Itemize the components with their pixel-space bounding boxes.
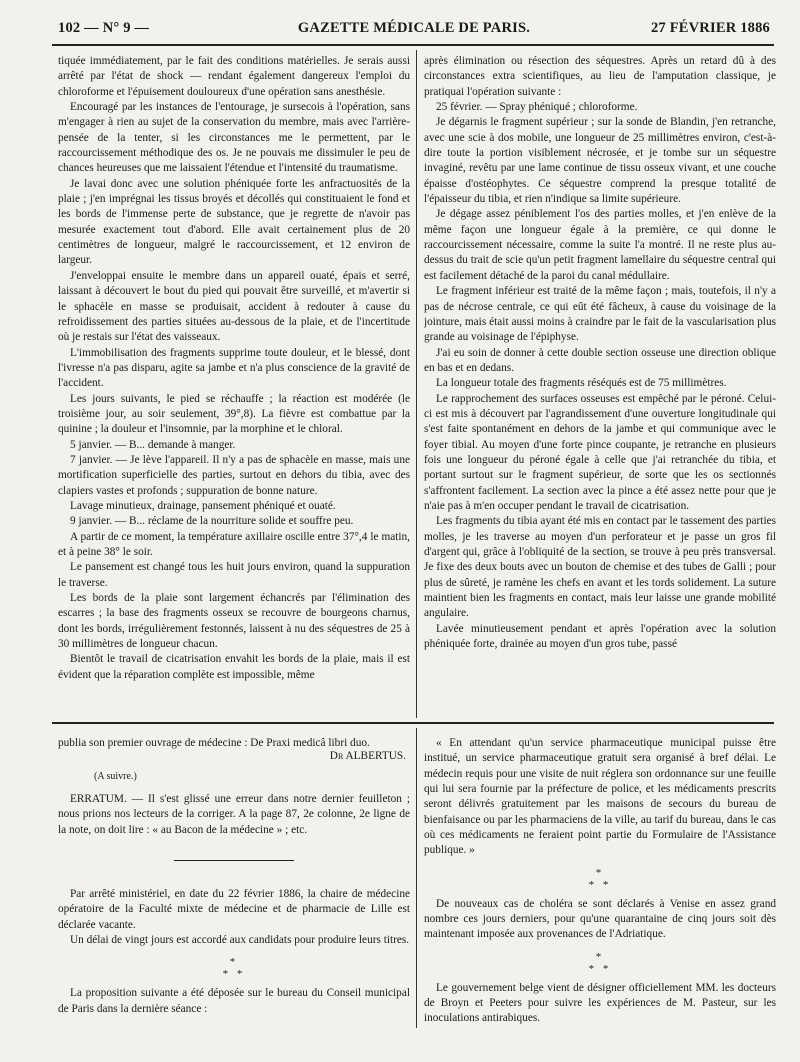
- article-paragraph: J'ai eu soin de donner à cette double section osseuse une direction oblique en bas et en dedans.: [424, 346, 776, 374]
- article-paragraph: Lavée minutieusement pendant et après l'opération avec la solution phéniquée forte, drainée au moyen d'un gros tube, passé: [424, 622, 776, 651]
- article-paragraph: 25 février. — Spray phéniqué ; chloroforme.: [436, 101, 638, 114]
- article-paragraph: après élimination ou résection des séquestres. Après un retard dû à des circonstances extra scientifiques, au lieu de l'amputation classique, je pratiquai l'opération suivante :: [424, 55, 776, 98]
- news-item: Le gouvernement belge vient de désigner officiellement MM. les docteurs de Broyn et Peeters pour suivre les expériences de M. Pasteur, sur les inoculations antirabiques.: [424, 981, 776, 1025]
- article-paragraph: Lavage minutieux, drainage, pansement phéniqué et ouaté.: [70, 499, 336, 512]
- bottom-column-right: [424, 736, 776, 1026]
- article-paragraph: Les jours suivants, le pied se réchauffe ; la réaction est modérée (le troisième jour, au soir seulement, 39°,8). La fièvre est combattue par la quinine ; la douleur et l'insomnie, par la morphine et le chloral.: [58, 392, 410, 436]
- news-item: La proposition suivante a été déposée sur le bureau du Conseil municipal de Paris dans la dernière séance :: [58, 987, 410, 1015]
- news-item: De nouveaux cas de choléra se sont déclarés à Venise en assez grand nombre ces jours derniers, pour qu'une quarantaine de cinq jours soit dès maintenant imposée aux provenances de l'Adriatique.: [424, 897, 776, 941]
- feuilleton-rule: [52, 722, 774, 724]
- article-paragraph: Le rapprochement des surfaces osseuses est empêché par le péroné. Celui-ci est mis à découvert par l'agrandissement d'une ouverture longitudinale qui s'est faite spontanément en dehors de la jambe et qui communique avec le foyer tibial. Au moyen d'une forte pince coupante, je retranche en plusieurs fois une longueur du péroné égale à celle que j'ai retranchée du tibia, et portant surtout sur le fragment supérieur, de sorte que les os sectionnés s'affrontent facilement. La section avec la pince a été assez nette pour que je n'aie pas à m'en occuper pendant le travail de cicatrisation.: [424, 392, 776, 512]
- publication-title: GAZETTE MÉDICALE DE PARIS.: [297, 20, 531, 36]
- news-item: Un délai de vingt jours est accordé aux candidats pour produire leurs titres.: [70, 934, 410, 947]
- issue-date: 27 FÉVRIER 1886: [650, 20, 770, 36]
- header-rule: [52, 44, 774, 46]
- news-item: Par arrêté ministériel, en date du 22 février 1886, la chaire de médecine opératoire de la Faculté mixte de médecine et de pharmacie de Lille est déclarée vacante.: [58, 888, 410, 931]
- erratum-note: ERRATUM. — Il s'est glissé une erreur dans notre dernier feuilleton ; nous prions nos lecteurs de la corriger. A la page 87, 2e colonne, 2e ligne de la note, on doit lire : « au Bacon de la médecine » ; etc.: [58, 793, 410, 836]
- column-divider-bottom: [416, 728, 417, 1028]
- page-number: 102 — N° 9 —: [58, 20, 150, 36]
- article-paragraph: La longueur totale des fragments réséqués est de 75 millimètres.: [436, 377, 727, 390]
- article-paragraph: Bientôt le travail de cicatrisation envahit les bords de la plaie, mais il est évident que la réparation complète est impossible, même: [58, 653, 410, 681]
- article-paragraph: Je dégarnis le fragment supérieur ; sur la sonde de Blandin, j'en retranche, avec une scie à dos mobile, une longueur de 25 millimètres environ, c'est-à-dire toute la portion visiblement nécrosée, et je tombe sur un séquestre invaginé, revêtu par une lame continue de tissu osseux vivant, et une couche épaisse d'ostéophytes. Ce séquestre comprend la presque totalité de l'épaisseur du tibia, et rien n'indique sa limite supérieure.: [424, 116, 776, 206]
- article-paragraph: Le fragment inférieur est traité de la même façon ; mais, toutefois, il n'y a pas de nécrose centrale, ce qui eût été fâcheux, à cause du voisinage de la jointure, mais était aussi moins à craindre par le fait de la vascularisation plus grande au voisinage de l'épiphyse.: [424, 285, 776, 344]
- article-paragraph: Je dégage assez péniblement l'os des parties molles, et j'en enlève de la même façon une longueur égale à la première, ce qui donne le raccourcissement nécessaire, comme la suite l'a montré. Il ne reste plus au-dessus du trait de scie qu'un petit fragment lamellaire du séquestre central qui est facilement détaché de la paroi du canal médullaire.: [424, 208, 776, 282]
- page-header: [58, 18, 770, 40]
- article-paragraph: J'enveloppai ensuite le membre dans un appareil ouaté, épais et serré, laissant à découvert le bout du pied qui pouvait être surveillé, et m'avertir si le sphacèle en masse se produisait, accident à redouter à cause du refroidissement des parties situées au-dessous de la plaie, et de l'incertitude où je restais sur l'état des vaisseaux.: [58, 269, 410, 344]
- article-paragraph: L'immobilisation des fragments supprime toute douleur, et le blessé, dont l'ivresse n'a pas disparu, agite sa jambe et n'a plus conscience de la gravité de l'accident.: [58, 346, 410, 390]
- section-separator: [174, 860, 294, 861]
- article-paragraph: 5 janvier. — B... demande à manger.: [70, 438, 236, 451]
- column-divider-top: [416, 50, 417, 718]
- article-paragraph: A partir de ce moment, la température axillaire oscille entre 37°,4 le matin, et à peine 38° le soir.: [58, 530, 410, 558]
- asterism-separator: * * *: [588, 950, 612, 975]
- article-paragraph: Les fragments du tibia ayant été mis en contact par le tassement des parties molles, je les traverse au moyen d'un perforateur et je passe un gros fil d'argent qui, grâce à l'obliquité de la section, se trouve à peu près transversal. Je fixe des deux bouts avec un bouton de chemise et des tubes de Galli ; pour plus de sûreté, je ramène les chefs en avant et les tords solidement. La suture maintient bien les fragments en contact, mais leur laisse une grande mobilité angulaire.: [424, 515, 776, 620]
- news-item: « En attendant qu'un service pharmaceutique municipal puisse être institué, un service pharmaceutique gratuit sera organisé à bref délai. Le médecin requis pour une visite de nuit réglera son ordonnance sur une feuille qui lui sera fournie par la préfecture de police, et les médicaments prescrits seront délivrés gratuitement par les maisons de secours du bureau de bienfaisance ou par les pharmaciens de la ville, au tarif du bureau, dans le cas où ces médicaments ne feraient point partie du Formulaire de l'Assistance publique. »: [424, 737, 776, 857]
- article-paragraph: Les bords de la plaie sont largement échancrés par l'élimination des escarres ; la base des fragments osseux se recouvre de bourgeons charnus, dont les bords, irrégulièrement festonnés, laissent à nu des séquestres de 25 à 30 millimètres de longueur chacun.: [58, 592, 410, 651]
- article-paragraph: Le pansement est changé tous les huit jours environ, quand la suppuration le traverse.: [58, 561, 410, 589]
- article-paragraph: Encouragé par les instances de l'entourage, je sursecois à l'opération, sans m'engager à rien au sujet de la conservation du membre, mais avec l'arrière-pensée de la tenter, si les circonstances me le permettent, par le raccourcissement méthodique des os. Je ne pouvais me dissimuler le peu de chances heureuses que me laissaient l'étendue et l'intensité du traumatisme.: [58, 101, 410, 175]
- article-paragraph: tiquée immédiatement, par le fait des conditions matérielles. Je serais aussi arrêté par l'état de shock — rendant également dangereux l'emploi du chloroforme et l'épuisement douloureux d'une opération sans anesthésie.: [58, 55, 410, 98]
- article-paragraph: 9 janvier. — B... réclame de la nourriture solide et souffre peu.: [70, 515, 354, 528]
- to-be-continued: (A suivre.): [94, 770, 137, 782]
- article-paragraph: Je lavai donc avec une solution phéniquée forte les anfractuosités de la plaie ; j'en imprégnai les tissus broyés et décollés qui constituaient le fond et les bords de l'immense perte de substance, que je regrette de n'avoir pas mesurée exactement tout d'abord. Elle avait certainement plus de 20 centimètres de longueur, malgré le raccourcissement, et 12 environ de largeur.: [58, 177, 410, 267]
- article-paragraph: 7 janvier. — Je lève l'appareil. Il n'y a pas de sphacèle en masse, mais une mortification superficielle des parties, surtout en dehors du tibia, avec des clapiers vastes et profonds ; suppuration de bonne nature.: [58, 453, 410, 497]
- bottom-column-left: [58, 736, 410, 1026]
- article-column-left: [58, 54, 410, 718]
- feuilleton-continuation: publia son premier ouvrage de médecine : De Praxi medicâ libri duo.: [58, 737, 370, 749]
- asterism-separator: * * *: [588, 866, 612, 891]
- author-signature: Dr ALBERTUS.: [329, 750, 406, 763]
- asterism-separator: * * *: [222, 956, 246, 981]
- article-column-right: [424, 54, 776, 718]
